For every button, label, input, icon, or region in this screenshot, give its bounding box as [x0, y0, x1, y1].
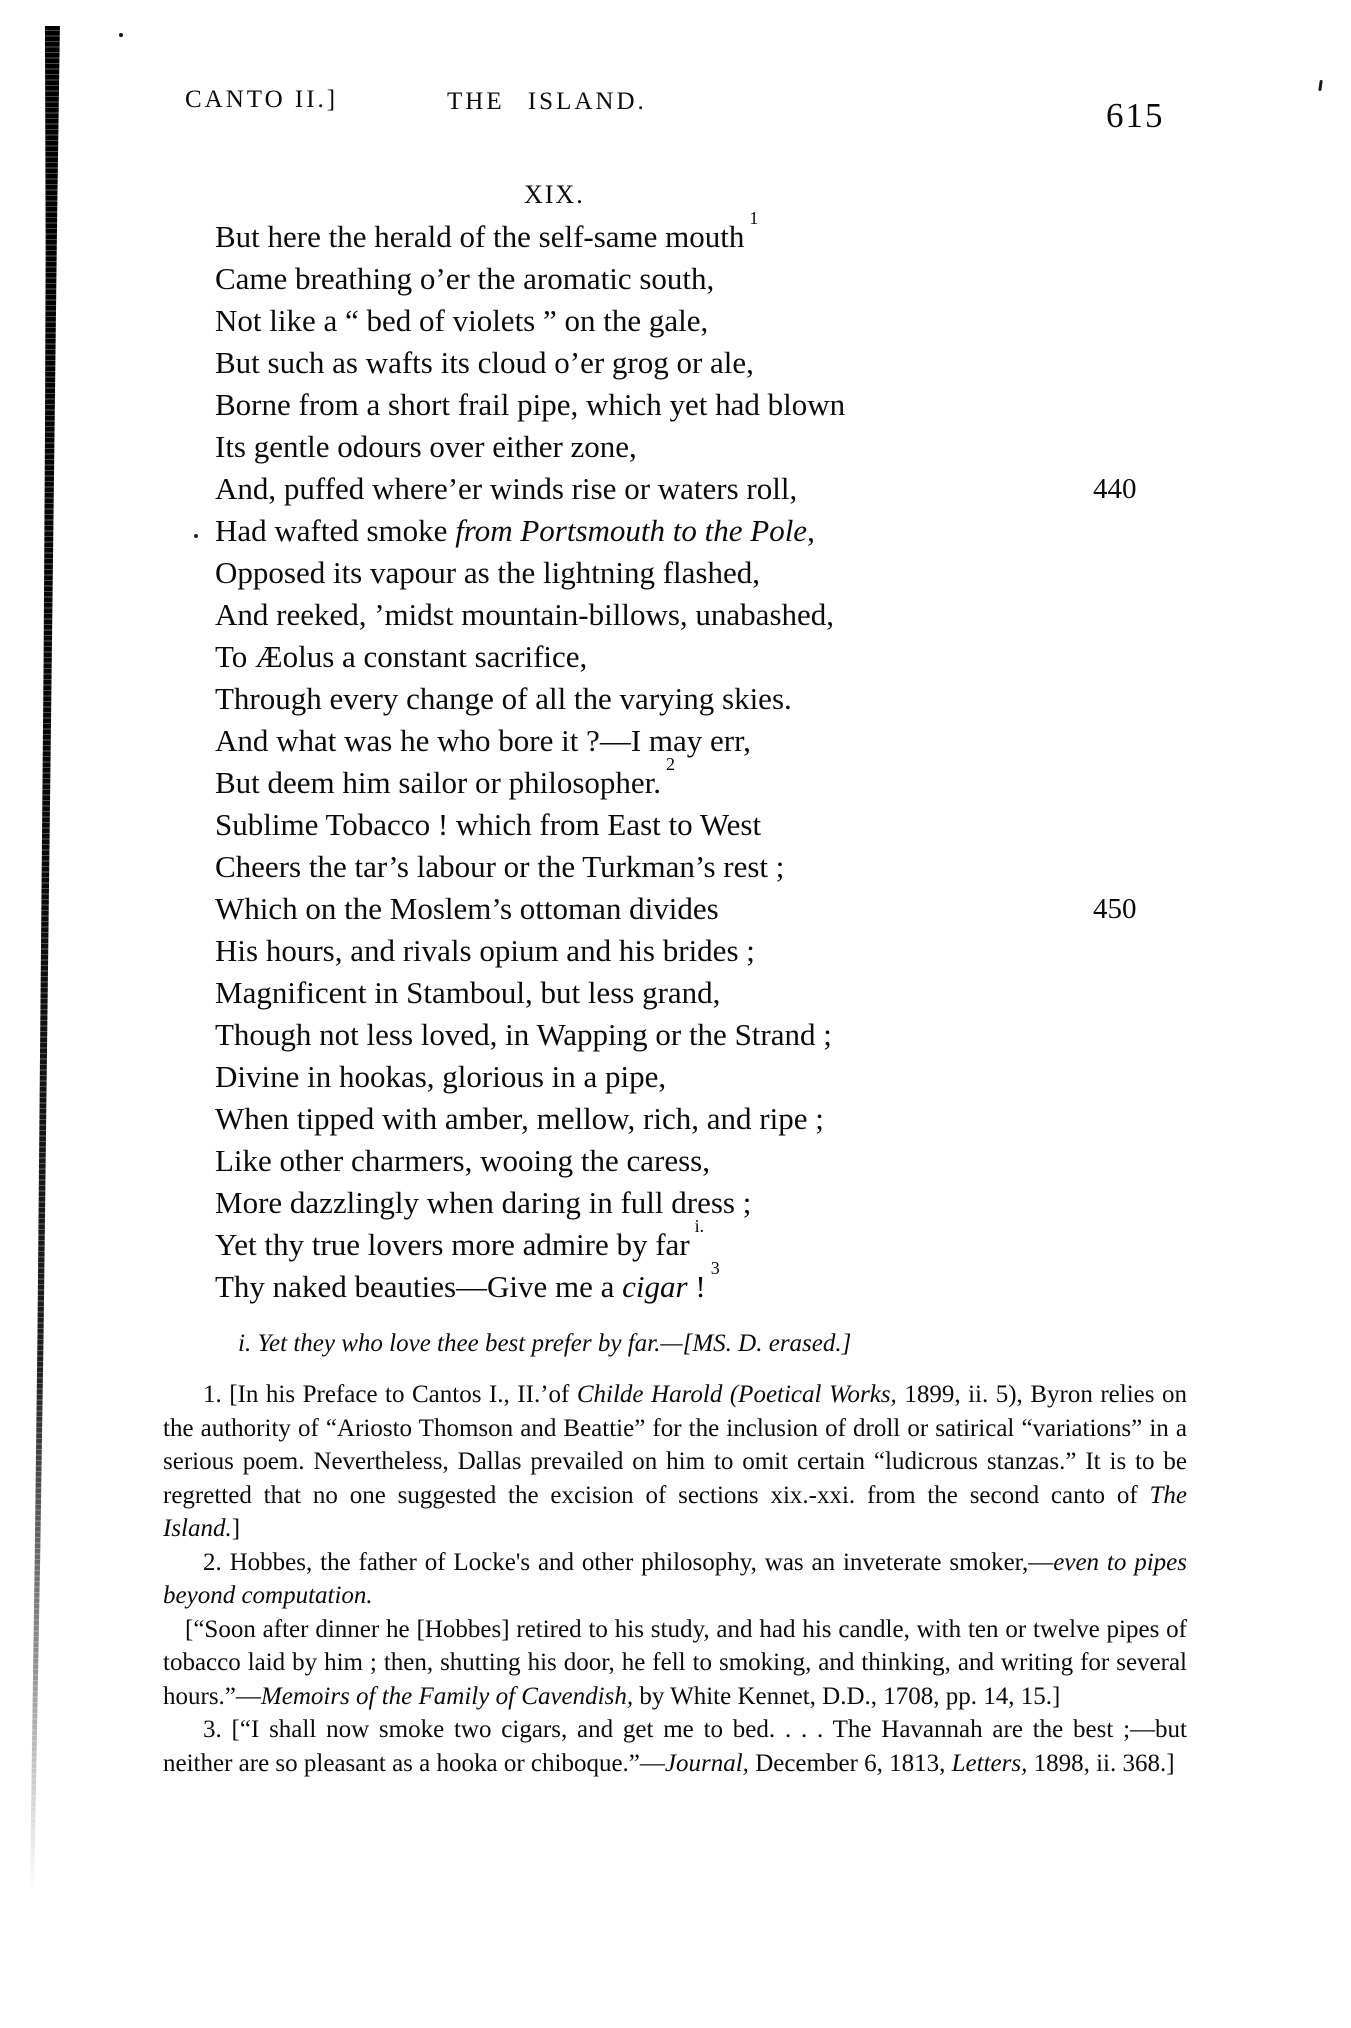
text-segment: Not like a “ bed of violets ” on the gale, [215, 303, 709, 338]
stanza-number: XIX. [524, 180, 585, 209]
poem-line [215, 426, 1175, 468]
poem-line [215, 300, 1175, 342]
text-segment: But here the herald of the self-same mouth [215, 219, 745, 254]
text-segment: And, puffed where’er winds rise or waters roll, [215, 471, 798, 506]
text-segment: Memoirs of the Family of Cavendish, [260, 1682, 634, 1710]
text-segment: December 6, 1813, [748, 1749, 952, 1777]
poem-line [215, 384, 1175, 426]
text-segment: More dazzlingly when daring in full dress ; [215, 1185, 752, 1220]
text-segment: Cheers the tar’s labour or the Turkman’s rest ; [215, 849, 785, 884]
footnote-marker: 2 [666, 753, 676, 774]
text-segment: Had wafted smoke [215, 513, 456, 548]
poem-stanza [215, 207, 1175, 1308]
text-segment: cigar [622, 1269, 688, 1304]
text-segment: , [807, 513, 815, 548]
scan-speck [194, 534, 198, 538]
text-segment: [“Soon after dinner he [Hobbes] retired to his study, and had his candle, with ten or twelve pipes of tobacco laid by him ; then, shutting his door, he fell to smoking, and thinking, and writing for several hours.”— [163, 1615, 1187, 1710]
text-segment: 3. [“I shall now smoke two cigars, and get me to bed. . . . The Havannah are the best ;—but neither are so pleasant as a hooka or chiboque.”— [163, 1716, 1187, 1777]
note-paragraph [163, 1713, 1187, 1780]
text-segment: 2. Hobbes, the father of Locke's and other philosophy, was an inveterate smoker,— [203, 1548, 1054, 1576]
text-segment: 1898, ii. 368.] [1027, 1749, 1175, 1777]
scan-speck [119, 33, 123, 37]
poem-line [215, 753, 1175, 804]
footnote-marker: 3 [710, 1257, 720, 1278]
poem-line [215, 468, 1175, 510]
text-segment: But deem him sailor or philosopher. [215, 765, 662, 800]
text-segment: Came breathing o’er the aromatic south, [215, 261, 715, 296]
text-segment: even to pipes beyond computation. [163, 1548, 1187, 1609]
text-segment: 1. [In his Preface to Cantos I., II.’of [203, 1381, 577, 1408]
text-segment: Thy naked beauties—Give me a [215, 1269, 623, 1304]
text-segment: And what was he who bore it ?—I may err, [215, 723, 751, 758]
text-segment: When tipped with amber, mellow, rich, and ripe ; [215, 1101, 824, 1136]
binding-shadow-artifact [30, 26, 64, 1892]
footnotes-block [163, 1378, 1187, 1780]
text-segment: from Portsmouth to the Pole [455, 513, 808, 548]
variant-note [238, 1330, 851, 1358]
text-segment: ] [231, 1515, 241, 1542]
poem-line [215, 636, 1175, 678]
poem-line [215, 888, 1175, 930]
text-segment: To Æolus a constant sacrifice, [215, 639, 588, 674]
text-segment: But such as wafts its cloud o’er grog or ale, [215, 345, 754, 380]
poem-line [215, 594, 1175, 636]
poem-line [215, 258, 1175, 300]
text-segment: Yet they who love thee best prefer by far.—[MS. D. erased.] [257, 1330, 852, 1357]
poem-line [215, 207, 1175, 258]
text-segment: Through every change of all the varying skies. [215, 681, 792, 716]
poem-line [215, 972, 1175, 1014]
text-segment: by White Kennet, D.D., 1708, pp. 14, 15.] [633, 1682, 1061, 1710]
note-paragraph [163, 1546, 1187, 1613]
running-header-title: THE ISLAND. [447, 88, 647, 115]
note-paragraph [163, 1378, 1187, 1546]
note-paragraph [163, 1613, 1187, 1714]
poem-line [215, 1140, 1175, 1182]
text-segment: Like other charmers, wooing the caress, [215, 1143, 710, 1178]
text-segment: 1899, ii. 5), Byron relies on the authority of “Ariosto Thomson and Beattie” for the inclusion of droll or satirical “variations” in a serious poem. Nevertheless, Dallas prevailed on him to omit certain “ludicrous stanzas.” It is to be regretted that no one suggested the excision of sections xix.-xxi. from the second canto of [163, 1381, 1187, 1509]
text-segment: Divine in hookas, glorious in a pipe, [215, 1059, 667, 1094]
poem-line [215, 846, 1175, 888]
poem-line [215, 804, 1175, 846]
text-segment: Borne from a short frail pipe, which yet had blown [215, 387, 846, 422]
poem-line [215, 1257, 1175, 1308]
text-segment: Letters, [951, 1749, 1028, 1777]
verse-line-number: 440 [1093, 473, 1137, 505]
poem-line [215, 930, 1175, 972]
text-segment: Yet thy true lovers more admire by far [215, 1227, 690, 1262]
poem-line [215, 720, 1175, 762]
text-segment: Journal, [664, 1749, 749, 1777]
text-segment: The Island. [163, 1481, 1187, 1542]
poem-line [215, 510, 1175, 552]
poem-line [215, 342, 1175, 384]
poem-line [215, 1056, 1175, 1098]
poem-line [215, 1014, 1175, 1056]
poem-line [215, 1215, 1175, 1266]
text-segment: Opposed its vapour as the lightning flashed, [215, 555, 760, 590]
page-number: 615 [1106, 96, 1165, 135]
text-segment: Magnificent in Stamboul, but less grand, [215, 975, 721, 1010]
footnote-marker: i. [694, 1215, 705, 1236]
text-segment: Childe Harold (Poetical Works, [576, 1381, 897, 1408]
text-segment: ! [687, 1269, 706, 1304]
scan-speck [1318, 80, 1323, 91]
footnote-marker: 1 [749, 207, 759, 228]
text-segment: i. [238, 1330, 258, 1357]
verse-line-number: 450 [1093, 893, 1137, 925]
running-header-canto: CANTO II.] [185, 86, 339, 113]
note-paragraph [238, 1330, 851, 1358]
text-segment: Its gentle odours over either zone, [215, 429, 637, 464]
poem-line [215, 678, 1175, 720]
poem-line [215, 1098, 1175, 1140]
text-segment: His hours, and rivals opium and his brides ; [215, 933, 755, 968]
text-segment: And reeked, ’midst mountain-billows, unabashed, [215, 597, 835, 632]
text-segment: Though not less loved, in Wapping or the Strand ; [215, 1017, 832, 1052]
text-segment: Sublime Tobacco ! which from East to West [215, 807, 762, 842]
poem-line [215, 552, 1175, 594]
text-segment: Which on the Moslem’s ottoman divides [215, 891, 719, 926]
